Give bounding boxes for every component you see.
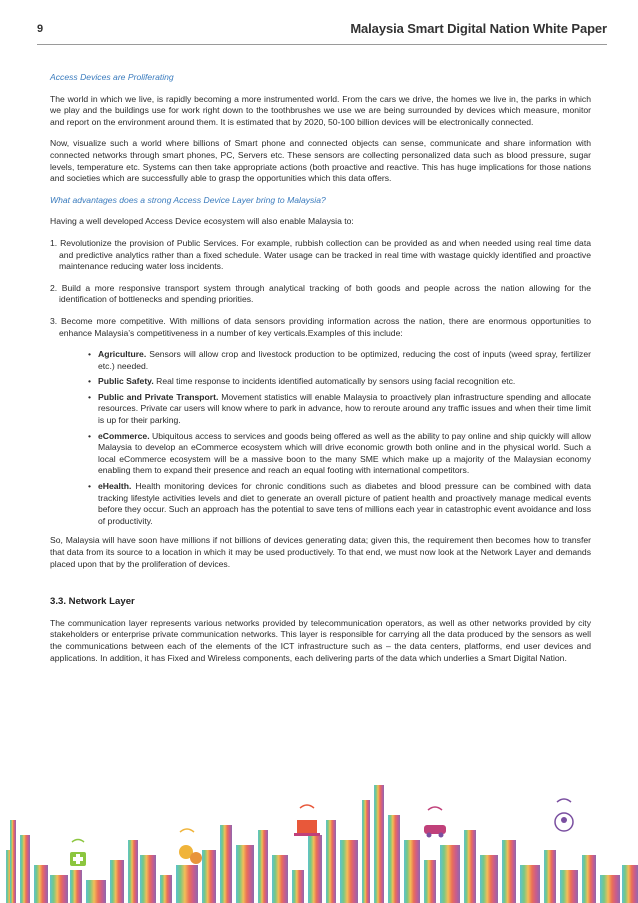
list-item-text: Sensors will allow crop and livestock production to be optimized, reducing the cost of inputs (weed spray, fertilizer etc.) needed. — [98, 349, 591, 371]
people-network-icon — [555, 799, 573, 831]
health-cross-icon — [70, 840, 86, 867]
paragraph-network-transition: So, Malaysia will have soon have millions if not billions of devices generating data; given this, the requirement then becomes how to transfer that data from its source to a location in which it may be used productively. To that end, we must now look at the Network Layer and demands placed upon that by the proliferation of devices. — [50, 535, 591, 569]
list-item — [88, 349, 591, 372]
list-item — [88, 481, 591, 527]
paragraph-visualize: Now, visualize such a world where billions of Smart phone and connected objects can sense, communicate and share information with connected networks through smart phones, PC, Servers etc. These sensors are collecting personalized data such as blood pressure, sugar levels, temperature etc. Systems can then take appropriate actions (both proactive and reactive. This has huge implications for those nations and societies which are successfully able to grasp the opportunities which this data offers. — [50, 138, 591, 184]
list-item-term: eCommerce. — [98, 430, 150, 441]
verticals-list — [50, 349, 591, 527]
paragraph-ecosystem-intro: Having a well developed Access Device ecosystem will also enable Malaysia to: — [50, 216, 354, 227]
list-item-text: Real time response to incidents identified automatically by sensors using facial recognition etc. — [153, 376, 516, 387]
list-item — [88, 376, 591, 388]
page-body — [50, 72, 591, 674]
list-item-text: Health monitoring devices for chronic conditions such as diabetes and blood pressure can be combined with data tracking lifestyle activities levels and diet to generate an overall picture of patient health and proactively manage medical events before they occur. Such an approach has the potential to save tens of millions each year in catastrophic event avoidance and loss of productivity. — [98, 481, 591, 526]
section-heading-network-layer: 3.3. Network Layer — [50, 596, 135, 608]
document-title: Malaysia Smart Digital Nation White Paper — [350, 21, 607, 36]
list-item-text: Ubiquitous access to services and goods being offered as well as the ability to pay online and ship quickly will allow Malaysia to develop an eCommerce ecosystem which will drive economic growth both online and in the physical world. Such a local eCommerce ecosystem will be a massive boon to the many SME which make up a majority of the Malaysian economy enabling them to expand their presence and reach an equal footing with international competitors. — [98, 430, 591, 476]
list-item — [88, 431, 591, 477]
subheading-advantages: What advantages does a strong Access Device Layer bring to Malaysia? — [50, 194, 326, 205]
city-skyline-illustration — [0, 780, 638, 903]
numbered-item-2: 2. Build a more responsive transport system through analytical tracking of both goods and people across the nation allowing for the identification of bottlenecks and spending priorities. — [50, 282, 591, 305]
subheading-access-devices: Access Devices are Proliferating — [50, 72, 174, 82]
numbered-item-3: 3. Become more competitive. With millions of data sensors providing information across the nation, there are enormous opportunities to enhance Malaysia’s competitiveness in a number of key verticals.Examples of this include: — [50, 315, 591, 338]
skyline-buildings — [6, 785, 638, 903]
list-item-term: Public and Private Transport. — [98, 391, 219, 402]
page-number: 9 — [37, 23, 44, 35]
paragraph-communication-layer: The communication layer represents various networks provided by telecommunication operators, as well as other networks provided by city stakeholders or enterprise private communication networks. This layer is responsible for carrying all the data produced by the sensors as well the communications between each of the elements of the ICT infrastructure such as – the data centers, platforms, end user devices and applications. In addition, it has Fixed and Wireless components, each delivering parts of the data which underlies a Smart Digital Nation. — [50, 617, 591, 663]
header-divider — [37, 44, 607, 45]
list-item — [88, 392, 591, 427]
list-item-term: Agriculture. — [98, 349, 147, 360]
page-header — [37, 23, 607, 43]
list-item-term: Public Safety. — [98, 376, 154, 387]
paragraph-instrumented-world: The world in which we live, is rapidly becoming a more instrumented world. From the cars we drive, the homes we live in, the parks in which we play and the buildings use for work right down to the toothbrushes we use we are being surrounded by devices which measure, monitor and report on the environment around them. It is estimated that by 2020, 50-100 billion devices will be electronically connected. — [50, 93, 591, 127]
money-coins-icon — [179, 829, 202, 864]
car-icon — [424, 807, 446, 838]
numbered-item-1: 1. Revolutionize the provision of Public Services. For example, rubbish collection can be provided as and when needed using real time data and predictive analytics rather than a fixed schedule. Water usage can be tracked in real time with wastage quickly identified and proactive maintenance reducing water loss incidents. — [50, 237, 591, 272]
laptop-icon — [294, 805, 320, 836]
list-item-term: eHealth. — [98, 481, 132, 492]
list-item-text: Movement statistics will enable Malaysia to proactively plan infrastructure spending and allocate resources. Private car users will know where to park in advance, how to reroute around any traffic issues and when their time limit is up for their parking. — [98, 391, 591, 426]
